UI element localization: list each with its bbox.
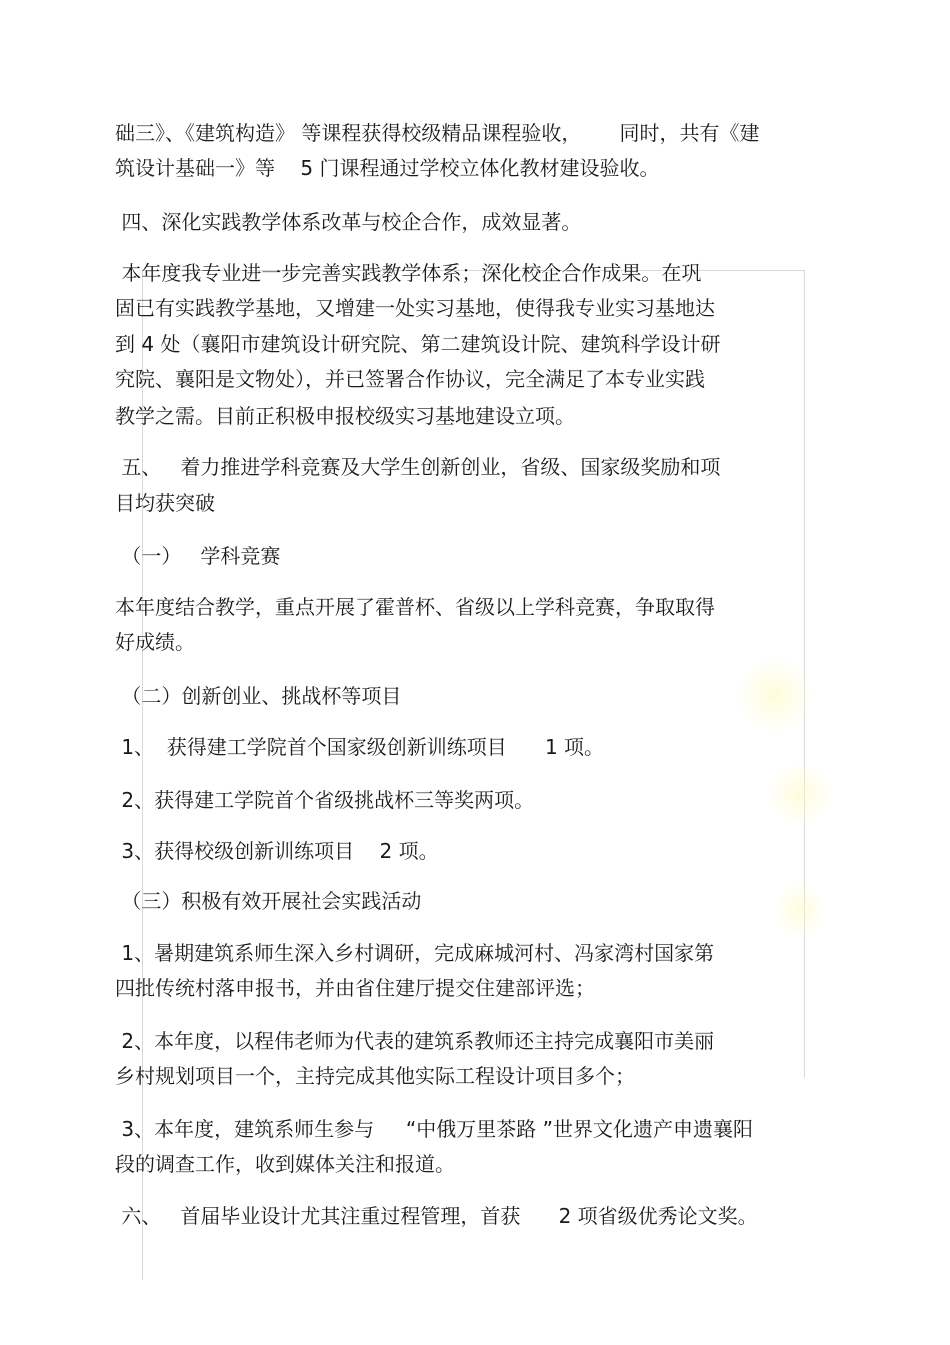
subsection-heading: （三）积极有效开展社会实践活动 (115, 889, 422, 913)
list-item: 3、获得校级创新训练项目 2 项。 (115, 839, 439, 863)
list-item: 3、本年度，建筑系师生参与 “中俄万里茶路 ”世界文化遗产申遗襄阳 (115, 1117, 753, 1141)
section-heading: 五、 着力推进学科竞赛及大学生创新创业，省级、国家级奖励和项 (115, 455, 721, 479)
text-line: 好成绩。 (115, 630, 195, 654)
list-item: 2、获得建工学院首个省级挑战杯三等奖两项。 (115, 788, 535, 812)
text-line: 本年度我专业进一步完善实践教学体系；深化校企合作成果。在巩 (115, 261, 702, 285)
list-item: 乡村规划项目一个，主持完成其他实际工程设计项目多个； (115, 1064, 635, 1088)
section-heading: 六、 首届毕业设计尤其注重过程管理，首获 2 项省级优秀论文奖。 (115, 1204, 758, 1228)
text-line: 到 4 处（襄阳市建筑设计研究院、第二建筑设计院、建筑科学设计研 (115, 332, 721, 356)
scan-stain (740, 650, 810, 740)
list-item: 段的调查工作，收到媒体关注和报道。 (115, 1152, 455, 1176)
list-item: 1、 获得建工学院首个国家级创新训练项目 1 项。 (115, 735, 605, 759)
list-item: 2、本年度，以程伟老师为代表的建筑系教师还主持完成襄阳市美丽 (115, 1029, 715, 1053)
section-heading: 目均获突破 (115, 491, 215, 515)
text-line: 教学之需。目前正积极申报校级实习基地建设立项。 (115, 404, 575, 428)
scan-stain (775, 880, 825, 940)
section-heading: 四、深化实践教学体系改革与校企合作，成效显著。 (115, 210, 582, 234)
text-line: 础三》、《建筑构造》 等课程获得校级精品课程验收， 同时，共有《建 (115, 121, 760, 145)
text-line: 本年度结合教学，重点开展了霍普杯、省级以上学科竞赛，争取取得 (115, 595, 715, 619)
list-item: 四批传统村落申报书，并由省住建厅提交住建部评选； (115, 976, 595, 1000)
subsection-heading: （二）创新创业、挑战杯等项目 (115, 684, 402, 708)
subsection-heading: （一） 学科竞赛 (115, 544, 281, 568)
text-line: 究院、襄阳是文物处），并已签署合作协议，完全满足了本专业实践 (115, 367, 705, 391)
list-item: 1、暑期建筑系师生深入乡村调研，完成麻城河村、冯家湾村国家第 (115, 941, 715, 965)
text-line: 筑设计基础一》等 5 门课程通过学校立体化教材建设验收。 (115, 156, 660, 180)
text-line: 固已有实践教学基地，又增建一处实习基地，使得我专业实习基地达 (115, 296, 715, 320)
scan-stain (770, 760, 830, 830)
